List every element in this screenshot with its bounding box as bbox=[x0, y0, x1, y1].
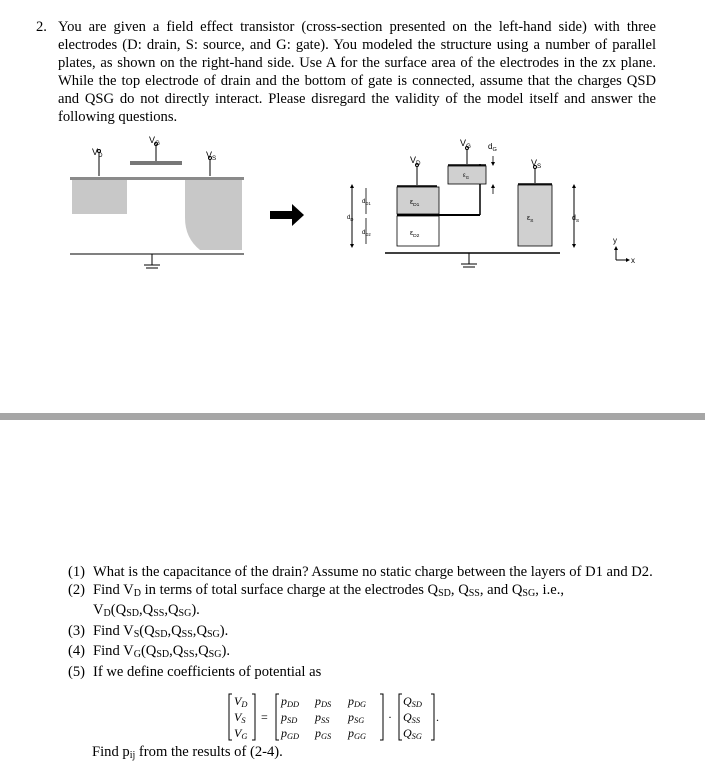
problem-intro-text: You are given a field effect transistor (cross-section presented on the left-hand side) with three electrodes (D: drain, S: source, and G: gate). You modeled the structure using a number of parallel plates, as shown on the right-hand side. Use A for the surface area of the electrodes in the zx plane. While the top electrode of drain and the bottom of gate is connected, assume that the charges QSD and QSG do not directly interact. Please disregard the validity of the model itself and answer the following questions. bbox=[58, 19, 656, 125]
parallel-plate-model bbox=[347, 138, 635, 267]
question-4 bbox=[68, 643, 653, 664]
eps-d2-layer bbox=[397, 216, 439, 246]
transistor-figure bbox=[60, 128, 660, 280]
transistor-cross-section bbox=[70, 135, 244, 268]
drain-region bbox=[72, 180, 127, 214]
p-gd: pGD bbox=[281, 726, 300, 741]
d-d1-label: $d_{D1}$ bbox=[362, 199, 371, 206]
p-gg: pGG bbox=[348, 726, 367, 741]
d-s-label: $d_S$ bbox=[572, 215, 580, 224]
rhs-qsg: QSG bbox=[403, 726, 422, 741]
question-text: If we define coefficients of potential as bbox=[93, 663, 322, 680]
section-divider bbox=[0, 413, 705, 420]
axis-y-label: y bbox=[613, 236, 617, 245]
question-list bbox=[68, 564, 653, 681]
problem-intro bbox=[36, 18, 656, 126]
question-number: (3) bbox=[68, 622, 86, 639]
right-vd-label: $V_D$ bbox=[410, 155, 421, 167]
potential-coefficient-matrix bbox=[228, 692, 468, 742]
svg-text:=: = bbox=[261, 710, 268, 724]
oxide-layer bbox=[70, 177, 244, 180]
question-text: What is the capacitance of the drain? Assume no static charge between the layers of D1 and D2. bbox=[93, 564, 653, 580]
question-number: (4) bbox=[68, 643, 86, 659]
p-sg: pSG bbox=[348, 710, 365, 725]
question-text: Find $V_G(Q_{SD},Q_{SS},Q_{SG})$. bbox=[93, 643, 230, 660]
question-text: Find $V_D$ in terms of total surface charge at the electrodes $Q_{SD}$, $Q_{SS}$, and $Q_{SG}$, i.e., $V_D(Q_{SD},Q_{SS},Q_{SG})$. bbox=[93, 581, 564, 619]
left-vs-label: $V_S$ bbox=[206, 150, 217, 162]
left-vd-label: $V_D$ bbox=[92, 147, 103, 159]
question-1 bbox=[68, 564, 653, 582]
problem-number: 2. bbox=[36, 19, 47, 35]
right-vg-label: $V_G$ bbox=[460, 138, 471, 150]
question-text: Find $V_S(Q_{SD},Q_{SS},Q_{SG})$. bbox=[93, 622, 229, 640]
question-number: (1) bbox=[68, 564, 86, 580]
left-vg-label: $V_G$ bbox=[149, 135, 160, 147]
lhs-vd: VD bbox=[234, 694, 248, 709]
eps-g-label: $\varepsilon_G$ bbox=[463, 173, 469, 180]
svg-text:.: . bbox=[436, 710, 439, 724]
p-dg: pDG bbox=[348, 694, 367, 709]
question-number: (2) bbox=[68, 581, 86, 598]
eps-s-label: $\varepsilon_S$ bbox=[527, 215, 534, 224]
lhs-vg: VG bbox=[234, 726, 248, 741]
eps-d1-layer bbox=[397, 187, 439, 214]
eps-s-layer bbox=[518, 185, 552, 246]
d-d-label: $d_D$ bbox=[347, 215, 354, 222]
question-5 bbox=[68, 664, 653, 682]
question-2 bbox=[68, 582, 653, 623]
p-ss: pSS bbox=[315, 710, 330, 725]
svg-text:·: · bbox=[388, 710, 392, 724]
p-ds: pDS bbox=[315, 694, 332, 709]
p-sd: pSD bbox=[281, 710, 298, 725]
transform-arrow bbox=[270, 204, 304, 226]
p-dd: pDD bbox=[281, 694, 300, 709]
final-instruction: Find $p_{ij}$ from the results of (2-4). bbox=[92, 744, 283, 761]
rhs-qsd: QSD bbox=[403, 694, 422, 709]
right-vs-label: $V_S$ bbox=[531, 158, 542, 170]
axis-x-label: x bbox=[631, 256, 635, 265]
gate-electrode bbox=[130, 161, 182, 165]
eps-d2-label: $\varepsilon_{D2}$ bbox=[410, 230, 420, 239]
question-number: (5) bbox=[68, 663, 86, 680]
d-d2-label: $d_{D2}$ bbox=[362, 230, 371, 237]
lhs-vs: VS bbox=[234, 710, 246, 725]
source-region bbox=[185, 180, 242, 250]
p-gs: pGS bbox=[315, 726, 332, 741]
d-g-label: $d_G$ bbox=[488, 142, 497, 153]
rhs-qss: QSS bbox=[403, 710, 421, 725]
eps-d1-label: $\varepsilon_{D1}$ bbox=[410, 199, 420, 208]
question-3 bbox=[68, 623, 653, 644]
